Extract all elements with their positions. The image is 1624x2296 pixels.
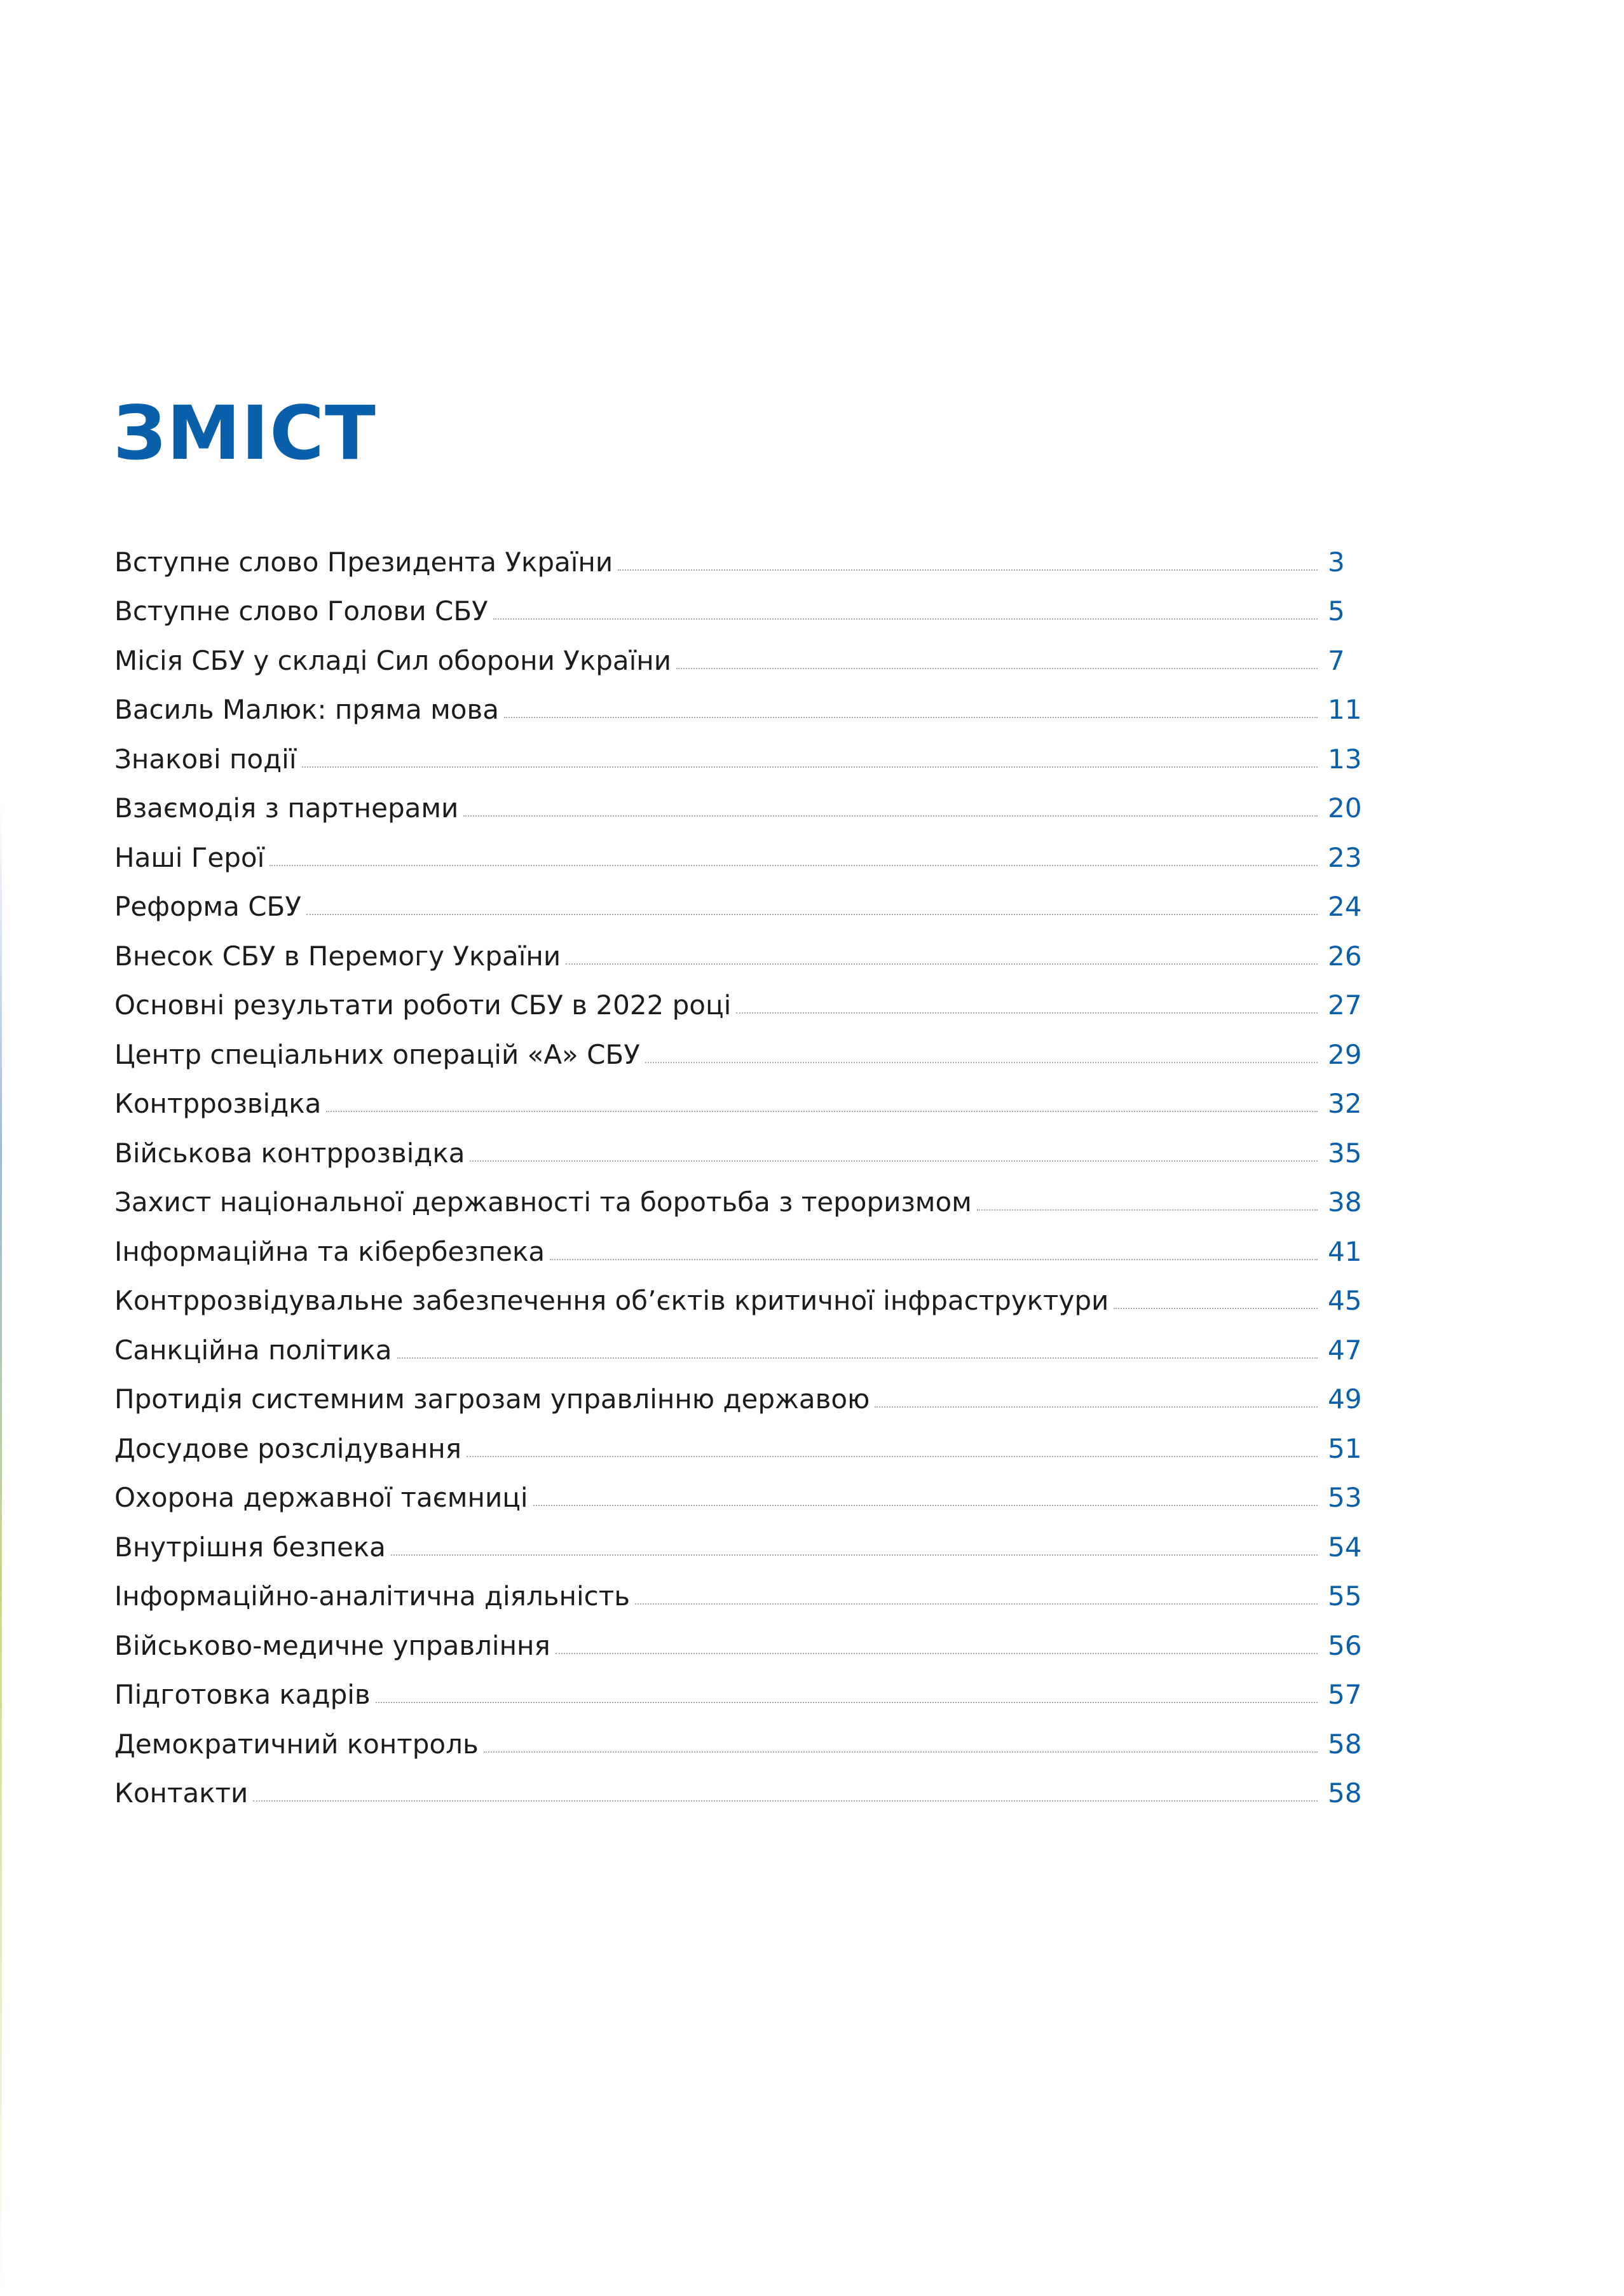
toc-entry-label: Санкційна політика [114, 1334, 392, 1366]
toc-page-number: 32 [1328, 1088, 1362, 1119]
toc-page-number: 51 [1328, 1432, 1362, 1464]
toc-entry-label: Контррозвідка [114, 1088, 322, 1119]
toc-entry-label: Місія СБУ у складі Сил оборони України [114, 644, 672, 676]
toc-entry-label: Центр спеціальних операцій «А» СБУ [114, 1038, 640, 1070]
toc-entry-label: Контакти [114, 1777, 249, 1809]
toc-dotted-leader [463, 815, 1318, 817]
toc-entry-label: Наші Герої [114, 841, 265, 873]
toc-page-number: 47 [1328, 1334, 1362, 1366]
toc-page-number: 57 [1328, 1679, 1362, 1710]
toc-entry[interactable] [114, 534, 1362, 583]
toc-dotted-leader [376, 1702, 1318, 1703]
toc-page-number: 3 [1328, 546, 1345, 578]
toc-page-number: 38 [1328, 1186, 1362, 1218]
toc-entry-label: Інформаційна та кібербезпека [114, 1235, 545, 1267]
toc-entry-label: Військова контррозвідка [114, 1137, 465, 1169]
toc-dotted-leader [635, 1603, 1318, 1605]
toc-entry[interactable] [114, 1125, 1362, 1174]
toc-entry-label: Внесок СБУ в Перемогу України [114, 940, 561, 972]
toc-entry[interactable] [114, 1076, 1362, 1125]
toc-dotted-leader [736, 1012, 1318, 1014]
toc-dotted-leader [391, 1554, 1318, 1556]
toc-entry-label: Досудове розслідування [114, 1432, 461, 1464]
toc-page-number: 23 [1328, 841, 1362, 873]
table-of-contents [114, 534, 1362, 1814]
toc-page-number: 27 [1328, 989, 1362, 1021]
toc-entry[interactable] [114, 1273, 1362, 1322]
toc-entry[interactable] [114, 583, 1362, 633]
toc-dotted-leader [484, 1751, 1318, 1753]
toc-dotted-leader [550, 1259, 1318, 1260]
toc-entry-label: Внутрішня безпека [114, 1531, 386, 1563]
toc-dotted-leader [326, 1111, 1318, 1112]
toc-dotted-leader [645, 1062, 1318, 1063]
toc-page-number: 35 [1328, 1137, 1362, 1169]
toc-entry[interactable] [114, 1371, 1362, 1421]
toc-dotted-leader [470, 1160, 1318, 1162]
toc-dotted-leader [618, 569, 1318, 571]
toc-entry[interactable] [114, 682, 1362, 731]
toc-dotted-leader [977, 1209, 1318, 1211]
toc-dotted-leader [566, 963, 1318, 965]
toc-entry[interactable] [114, 1322, 1362, 1371]
toc-page-number: 53 [1328, 1482, 1362, 1513]
toc-entry[interactable] [114, 1765, 1362, 1815]
toc-entry-label: Контррозвідувальне забезпечення об’єктів критичної інфраструктури [114, 1285, 1109, 1316]
toc-entry-label: Взаємодія з партнерами [114, 792, 459, 824]
toc-entry[interactable] [114, 1470, 1362, 1519]
toc-entry[interactable] [114, 731, 1362, 780]
toc-page-number: 20 [1328, 792, 1362, 824]
toc-entry-label: Захист національної державності та боротьба з тероризмом [114, 1186, 972, 1218]
toc-entry[interactable] [114, 1223, 1362, 1273]
toc-entry[interactable] [114, 1026, 1362, 1076]
toc-entry-label: Вступне слово Президента України [114, 546, 613, 578]
toc-entry[interactable] [114, 780, 1362, 830]
toc-dotted-leader [1114, 1308, 1318, 1309]
toc-page-number: 58 [1328, 1777, 1362, 1809]
toc-entry-label: Охорона державної таємниці [114, 1482, 528, 1513]
toc-entry[interactable] [114, 977, 1362, 1027]
toc-entry[interactable] [114, 1568, 1362, 1618]
toc-dotted-leader [306, 914, 1318, 915]
toc-entry[interactable] [114, 829, 1362, 879]
toc-page-number: 29 [1328, 1038, 1362, 1070]
toc-page-number: 41 [1328, 1235, 1362, 1267]
toc-entry-label: Вступне слово Голови СБУ [114, 595, 488, 627]
toc-entry[interactable] [114, 1420, 1362, 1470]
toc-page-number: 7 [1328, 644, 1345, 676]
toc-entry[interactable] [114, 1519, 1362, 1568]
toc-dotted-leader [467, 1456, 1318, 1457]
toc-entry[interactable] [114, 928, 1362, 977]
toc-dotted-leader [676, 668, 1318, 669]
toc-entry[interactable] [114, 1174, 1362, 1224]
toc-page-number: 45 [1328, 1285, 1362, 1316]
toc-page-number: 54 [1328, 1531, 1362, 1563]
toc-entry-label: Протидія системним загрозам управлінню державою [114, 1383, 870, 1415]
toc-entry[interactable] [114, 1667, 1362, 1716]
toc-page-number: 49 [1328, 1383, 1362, 1415]
toc-page-number: 58 [1328, 1728, 1362, 1760]
toc-entry[interactable] [114, 1617, 1362, 1667]
toc-page-number: 13 [1328, 743, 1362, 775]
toc-entry-label: Військово-медичне управління [114, 1629, 550, 1661]
toc-entry[interactable] [114, 632, 1362, 682]
toc-dotted-leader [397, 1357, 1318, 1359]
toc-entry-label: Підготовка кадрів [114, 1679, 371, 1710]
toc-page-number: 26 [1328, 940, 1362, 972]
toc-entry-label: Демократичний контроль [114, 1728, 479, 1760]
page-title: ЗМІСТ [113, 390, 376, 477]
toc-dotted-leader [504, 717, 1318, 718]
toc-entry[interactable] [114, 1716, 1362, 1765]
toc-entry[interactable] [114, 879, 1362, 928]
toc-page-number: 5 [1328, 595, 1345, 627]
toc-entry-label: Інформаційно-аналітична діяльність [114, 1580, 630, 1612]
toc-dotted-leader [493, 618, 1318, 620]
page-edge-strip [0, 0, 2, 2296]
toc-entry-label: Знакові події [114, 743, 297, 775]
toc-entry-label: Василь Малюк: пряма мова [114, 694, 499, 725]
toc-dotted-leader [302, 766, 1318, 768]
toc-dotted-leader [875, 1406, 1318, 1408]
toc-dotted-leader [253, 1800, 1318, 1802]
toc-dotted-leader [533, 1505, 1318, 1506]
toc-page-number: 56 [1328, 1629, 1362, 1661]
toc-page-number: 55 [1328, 1580, 1362, 1612]
toc-entry-label: Основні результати роботи СБУ в 2022 році [114, 989, 732, 1021]
toc-entry-label: Реформа СБУ [114, 891, 301, 922]
toc-page-number: 24 [1328, 891, 1362, 922]
toc-dotted-leader [556, 1653, 1318, 1654]
toc-page-number: 11 [1328, 694, 1362, 725]
toc-dotted-leader [270, 865, 1318, 866]
